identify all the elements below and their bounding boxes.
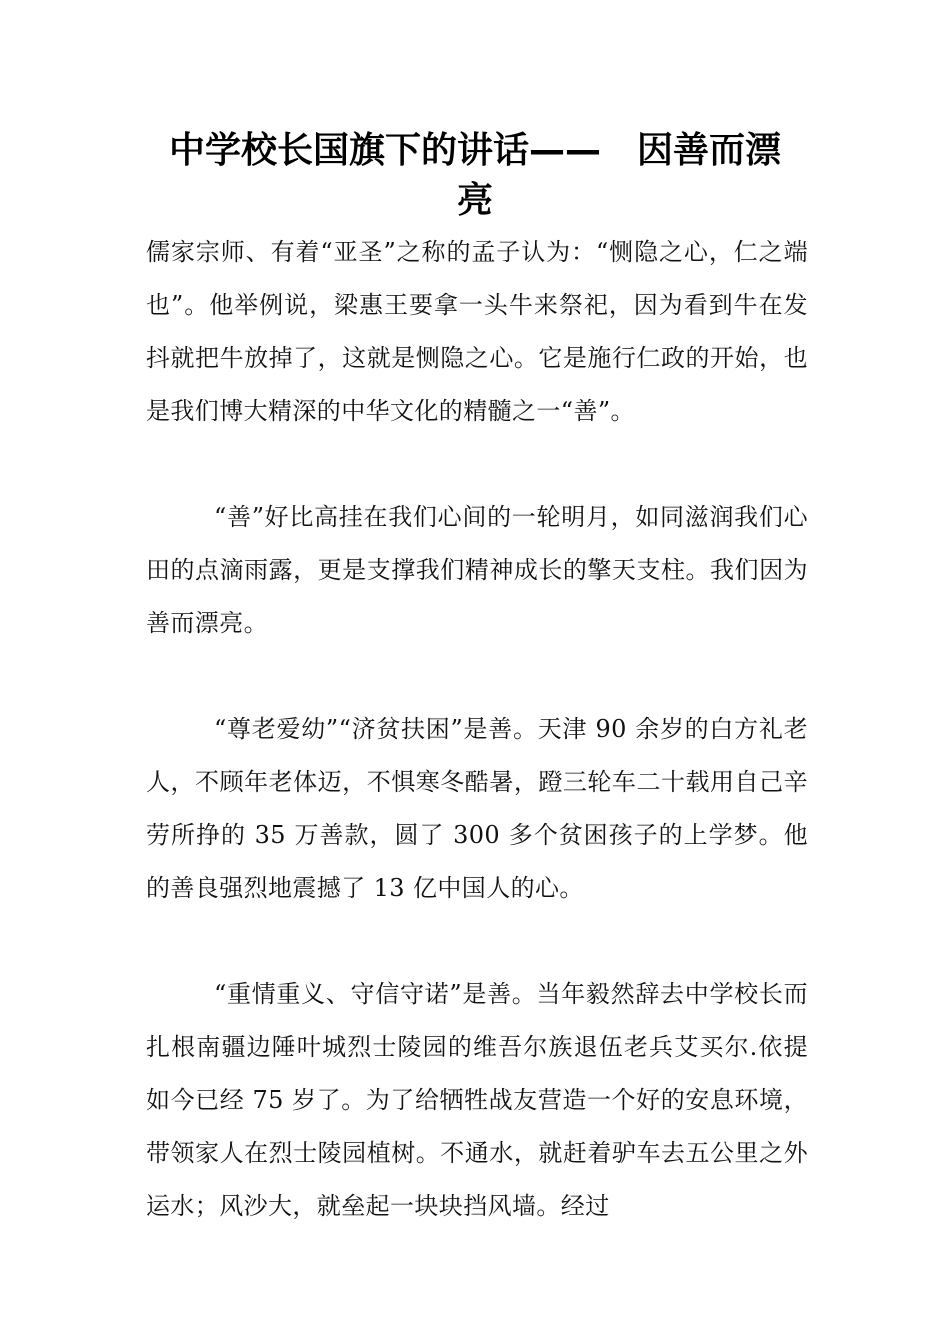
document-title [140, 126, 810, 226]
paragraph-2: “善”好比高挂在我们心间的一轮明月，如同滋润我们心田的点滴雨露，更是支撑我们精神成长的擎天支柱。我们因为善而漂亮。 [146, 503, 808, 637]
paragraph-1: 儒家宗师、有着“亚圣”之称的孟子认为：“恻隐之心，仁之端也”。他举例说，梁惠王要拿一头牛来祭祀，因为看到牛在发抖就把牛放掉了，这就是恻隐之心。它是施行仁政的开始，也是我们博大精深的中华文化的精髓之一“善”。 [146, 238, 808, 425]
paragraph-3: “尊老爱幼”“济贫扶困”是善。天津 90 余岁的白方礼老人，不顾年老体迈，不惧寒冬酷暑，蹬三轮车二十载用自己辛劳所挣的 35 万善款，圆了 300 多个贫困孩子的上学梦。他的善良强烈地震撼了 13 亿中国人的心。 [146, 715, 808, 902]
paragraph-4: “重情重义、守信守诺”是善。当年毅然辞去中学校长而扎根南疆边陲叶城烈士陵园的维吾尔族退伍老兵艾买尔.依提如今已经 75 岁了。为了给牺牲战友营造一个好的安息环境，带领家人在烈士陵园植树。不通水，就赶着驴车去五公里之外运水；风沙大，就垒起一块块挡风墙。经过 [146, 980, 808, 1220]
title-line-1: 中学校长国旗下的讲话—— 因善而漂 [168, 130, 781, 171]
title-line-2: 亮 [456, 180, 493, 221]
document-body [146, 226, 808, 1233]
